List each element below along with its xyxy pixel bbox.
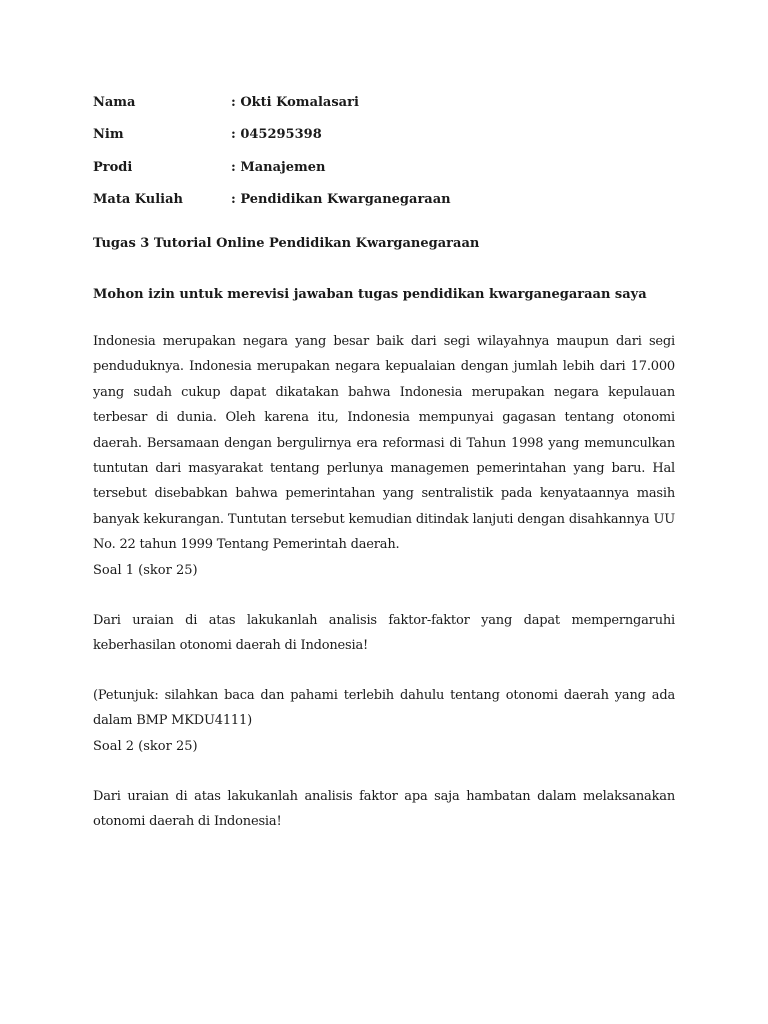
soal-2-title: Soal 2 (skor 25) <box>93 738 198 754</box>
assignment-title: Tugas 3 Tutorial Online Pendidikan Kwarganegaraan <box>93 236 480 251</box>
student-info <box>93 86 675 216</box>
soal-2-question: Dari uraian di atas lakukanlah analisis faktor apa saja hambatan dalam melaksanakan otonomi daerah di Indonesia! <box>93 788 675 829</box>
info-label: Mata Kuliah <box>93 192 183 208</box>
soal-1-title: Soal 1 (skor 25) <box>93 562 198 578</box>
intro-paragraph: Indonesia merupakan negara yang besar baik dari segi wilayahnya maupun dari segi penduduknya. Indonesia merupakan negara kepualaian dengan jumlah lebih dari 17.000 yang sudah cukup dapat dikatakan bahwa Indonesia merupakan negara kepulauan terbesar di dunia. Oleh karena itu, Indonesia mempunyai gagasan tentang otonomi daerah. Bersamaan dengan bergulirnya era reformasi di Tahun 1998 yang memunculkan tuntutan dari masyarakat tentang perlunya managemen pemerintahan yang baru. Hal tersebut disebabkan bahwa pemerintahan yang sentralistik pada kenyataannya masih banyak kekurangan. Tuntutan tersebut kemudian ditindak lanjuti dengan disahkannya UU No. 22 tahun 1999 Tentang Pemerintah daerah. <box>93 334 675 553</box>
info-row-prodi <box>93 151 675 184</box>
revision-request: Mohon izin untuk merevisi jawaban tugas pendidikan kwarganegaraan saya <box>93 287 647 302</box>
info-row-nim <box>93 119 675 152</box>
info-label: Nama <box>93 94 136 110</box>
soal-1-question: Dari uraian di atas lakukanlah analisis faktor-faktor yang dapat memperngaruhi keberhasilan otonomi daerah di Indonesia! <box>93 612 675 653</box>
info-row-mata-kuliah <box>93 184 675 217</box>
info-row-nama <box>93 86 675 119</box>
info-value: : 045295398 <box>231 127 322 143</box>
document-page <box>93 86 675 834</box>
info-value: : Okti Komalasari <box>231 94 359 110</box>
info-value: : Pendidikan Kwarganegaraan <box>231 192 451 208</box>
info-label: Nim <box>93 127 124 143</box>
info-value: : Manajemen <box>231 159 326 175</box>
soal-1-hint: (Petunjuk: silahkan baca dan pahami terlebih dahulu tentang otonomi daerah yang ada dalam BMP MKDU4111) <box>93 687 675 729</box>
info-label: Prodi <box>93 159 133 175</box>
